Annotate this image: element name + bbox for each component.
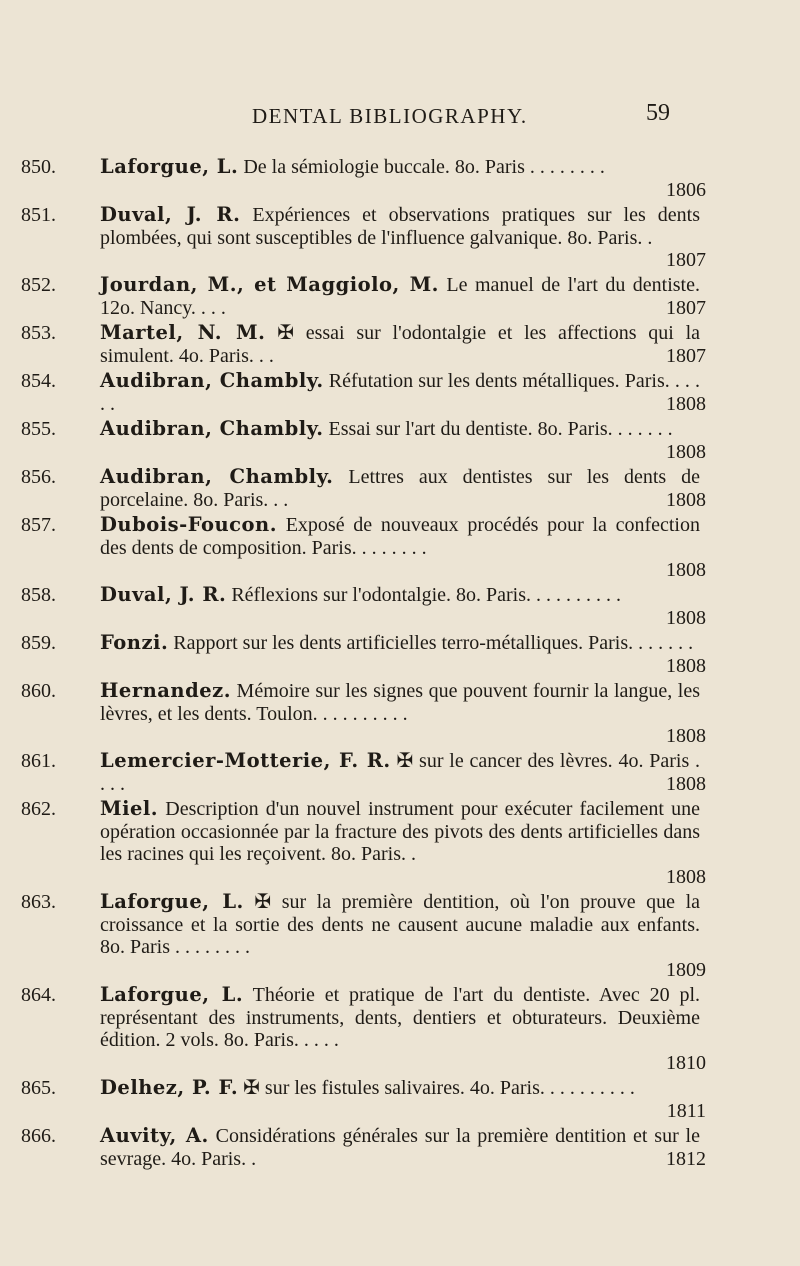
- entry-text: De la sémiologie buccale. 8o. Paris . . . . . . . .: [243, 156, 605, 178]
- entry-number: 863.: [21, 891, 56, 913]
- entry-number: 853.: [21, 322, 56, 344]
- entry-year: 1807: [666, 296, 706, 319]
- entry-year: 1810: [666, 1051, 706, 1074]
- entry-year: 1808: [666, 392, 706, 415]
- entry-number: 865.: [21, 1077, 56, 1099]
- entry-text: Le manuel de l'art du dentiste. 12o. Nancy. . . .: [100, 274, 700, 319]
- entry-number: 850.: [21, 156, 56, 178]
- entry-author: Hernandez.: [100, 679, 231, 702]
- entry-author: Laforgue, L.: [100, 890, 244, 913]
- entry-text: ✠ sur le cancer des lèvres. 4o. Paris . . . .: [100, 750, 701, 795]
- page-number: 59: [646, 100, 670, 126]
- entry-year: 1808: [666, 606, 706, 629]
- entry-author: Auvity, A.: [100, 1124, 209, 1147]
- entry-author: Martel, N. M.: [100, 321, 266, 344]
- bib-entry-859: [21, 631, 706, 677]
- entry-author: Audibran, Chambly.: [100, 369, 324, 392]
- entry-year: 1806: [666, 178, 706, 201]
- entry-number: 866.: [21, 1125, 56, 1147]
- entry-year: 1811: [666, 1099, 706, 1122]
- entry-author: Dubois-Foucon.: [100, 513, 278, 536]
- entry-year: 1808: [666, 865, 706, 888]
- bib-entry-862: [21, 797, 706, 888]
- bib-entry-850: [21, 155, 706, 201]
- entry-year: 1808: [666, 558, 706, 581]
- entry-year: 1808: [666, 724, 706, 747]
- bib-entry-864: [21, 983, 706, 1074]
- entry-year: 1807: [666, 248, 706, 271]
- entry-author: Miel.: [100, 797, 159, 820]
- entry-year: 1808: [666, 654, 706, 677]
- entry-text: Considérations générales sur la première dentition et sur le sevrage. 4o. Paris. .: [100, 1125, 700, 1170]
- bib-entry-852: [21, 273, 706, 319]
- entry-number: 856.: [21, 466, 56, 488]
- entry-text: Exposé de nouveaux procédés pour la confection des dents de composition. Paris. . . . . . . .: [100, 514, 700, 559]
- running-head: DENTAL BIBLIOGRAPHY.: [252, 104, 528, 128]
- entry-author: Audibran, Chambly.: [100, 465, 334, 488]
- entry-text: Expériences et observations pratiques sur les dents plombées, qui sont susceptibles de l'influence galvanique. 8o. Paris. .: [100, 204, 700, 249]
- bib-entry-865: [21, 1076, 706, 1122]
- entry-text: Rapport sur les dents artificielles terro-métalliques. Paris. . . . . . .: [173, 632, 694, 654]
- entry-author: Laforgue, L.: [100, 983, 244, 1006]
- entry-year: 1807: [666, 344, 706, 367]
- bib-entry-853: [21, 321, 706, 367]
- entry-text: Essai sur l'art du dentiste. 8o. Paris. . . . . . .: [328, 418, 673, 440]
- entry-author: Lemercier-Motterie, F. R.: [100, 749, 391, 772]
- entry-number: 859.: [21, 632, 56, 654]
- bib-entry-851: [21, 203, 706, 271]
- bib-entry-863: [21, 890, 706, 981]
- bib-entry-858: [21, 583, 706, 629]
- entry-author: Duval, J. R.: [100, 203, 241, 226]
- entry-author: Delhez, P. F.: [100, 1076, 239, 1099]
- entry-number: 855.: [21, 418, 56, 440]
- entry-author: Fonzi.: [100, 631, 169, 654]
- bib-entry-855: [21, 417, 706, 463]
- entry-text: Description d'un nouvel instrument pour exécuter facilement une opération occasionnée par la fracture des pivots des dents artificielles dans les racines qui les reçoivent. 8o. Paris. .: [100, 798, 700, 865]
- entry-text: ✠ sur les fistules salivaires. 4o. Paris. . . . . . . . . .: [243, 1077, 635, 1099]
- bibliography-entries: [0, 156, 800, 1173]
- entry-text: Lettres aux dentistes sur les dents de porcelaine. 8o. Paris. . .: [100, 466, 700, 511]
- bib-entry-854: [21, 369, 706, 415]
- entry-author: Audibran, Chambly.: [100, 417, 324, 440]
- bib-entry-857: [21, 513, 706, 581]
- entry-number: 858.: [21, 584, 56, 606]
- entry-number: 852.: [21, 274, 56, 296]
- bib-entry-856: [21, 465, 706, 511]
- bib-entry-860: [21, 679, 706, 747]
- entry-author: Jourdan, M., et Maggiolo, M.: [100, 273, 439, 296]
- entry-number: 854.: [21, 370, 56, 392]
- entry-text: Réfutation sur les dents métalliques. Paris. . . . . .: [100, 370, 701, 415]
- entry-number: 857.: [21, 514, 56, 536]
- entry-number: 864.: [21, 984, 56, 1006]
- entry-number: 861.: [21, 750, 56, 772]
- entry-text: Théorie et pratique de l'art du dentiste. Avec 20 pl. représentant des instruments, dents, dentiers et obturateurs. Deuxième édition. 2 vols. 8o. Paris. . . . .: [100, 984, 701, 1051]
- entry-text: Réflexions sur l'odontalgie. 8o. Paris. . . . . . . . . .: [231, 584, 622, 606]
- entry-number: 862.: [21, 798, 56, 820]
- entry-number: 851.: [21, 204, 56, 226]
- entry-year: 1812: [666, 1147, 706, 1170]
- bib-entry-861: [21, 749, 706, 795]
- entry-text: ✠ sur la première dentition, où l'on prouve que la croissance et la sortie des dents ne causent aucune maladie aux enfants. 8o. Paris . . . . . . . .: [100, 891, 701, 958]
- entry-number: 860.: [21, 680, 56, 702]
- entry-author: Duval, J. R.: [100, 583, 227, 606]
- entry-year: 1808: [666, 772, 706, 795]
- entry-text: ✠ essai sur l'odontalgie et les affections qui la simulent. 4o. Paris. . .: [100, 322, 701, 367]
- entry-author: Laforgue, L.: [100, 155, 239, 178]
- entry-year: 1809: [666, 958, 706, 981]
- entry-year: 1808: [666, 488, 706, 511]
- bib-entry-866: [21, 1124, 706, 1170]
- entry-text: Mémoire sur les signes que pouvent fournir la langue, les lèvres, et les dents. Toulon. . . . . . . . . .: [100, 680, 701, 725]
- entry-year: 1808: [666, 440, 706, 463]
